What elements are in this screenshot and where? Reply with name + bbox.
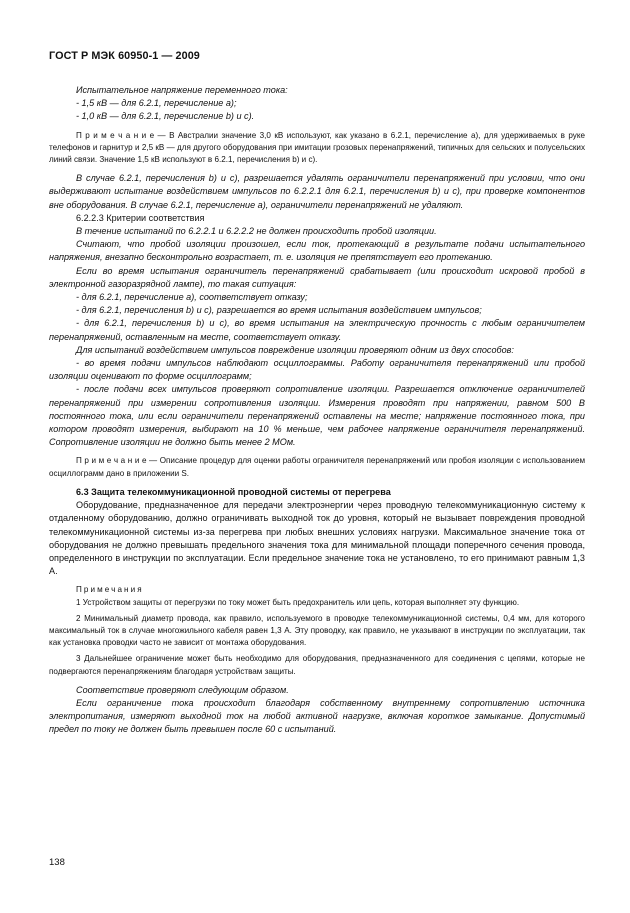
text-paragraph: - во время подачи импульсов наблюдают осциллограммы. Работу ограничителя перенапряжений или пробой изоляции оценивают по форме осциллограмм; (49, 358, 585, 382)
note-label: П р и м е ч а н и е (76, 456, 147, 466)
note-label: П р и м е ч а н и е (76, 130, 155, 140)
text-paragraph: 3 Дальнейшее ограничение может быть необходимо для оборудования, предназначенного для соединения с цепями, которые не подвергаются перенапряжениям благодаря устройствам защиты. (49, 654, 585, 676)
text-paragraph: - 1,0 кВ — для 6.2.1, перечисление b) и с). (76, 111, 255, 122)
text-paragraph: - для 6.2.1, перечисления b) и с), разрешается во время испытания воздействием импульсов; (76, 305, 482, 316)
text-paragraph: Испытательное напряжение переменного тока: (76, 85, 288, 95)
text-paragraph: Соответствие проверяют следующим образом. (76, 684, 289, 695)
text-paragraph: - 1,5 кВ — для 6.2.1, перечисление а); (76, 98, 237, 109)
text-paragraph: - для 6.2.1, перечисления b) и с), во время испытания на электрическую прочность с любым ограничителем перенапряжений, оставленным на месте, соответствует отказу. (49, 318, 585, 342)
text-paragraph: - после подачи всех импульсов проверяют сопротивление изоляции. Разрешается отключение ограничителей перенапряжений при измерении сопротивления изоляции. Измерения проводят при напряжении, равном 500 В постоянного тока, или если ограничители перенапряжений оставлены на месте; напряжение постоянного тока, при котором проводят измерения, выбирают на 10 % меньше, чем рабочее напряжение ограничителя перенапряжений. Сопротивление изоляции не должно быть менее 2 МОм. (49, 384, 585, 448)
text-paragraph: Если ограничение тока происходит благодаря собственному внутреннему сопротивлению источника электропитания, измеряют выходной ток на любой активной нагрузке, включая короткое замыкание. Допустимый предел по току не должен быть превышен после 60 с испытаний. (49, 697, 585, 735)
note-paragraph (49, 130, 585, 167)
text-paragraph: 2 Минимальный диаметр провода, как правило, используемого в проводке телекоммуникационной системы, 0,4 мм, для которого максимальный ток в случае многожильного кабеля равен 1,3 А. Эту проводку, как правило, не указывают в инструкции по эксплуатации, так как установка проводки часто не зависит от монтажа оборудования. (49, 613, 585, 648)
text-paragraph: - для 6.2.1, перечисление а), соответствует отказу; (76, 292, 308, 303)
text-paragraph: Примечания (76, 585, 144, 595)
text-paragraph: 1 Устройством защиты от перегрузки по току может быть предохранитель или цепь, которая выполняет эту функцию. (76, 597, 520, 607)
text-paragraph: 6.3 Защита телекоммуникационной проводной системы от перегрева (76, 486, 391, 497)
text-paragraph: 6.2.2.3 Критерии соответствия (76, 212, 205, 223)
document-body (49, 84, 585, 737)
text-paragraph: Для испытаний воздействием импульсов повреждение изоляции проверяют одним из двух способов: (76, 344, 514, 355)
page-number: 138 (49, 857, 65, 868)
text-paragraph: Если во время испытания ограничитель перенапряжений срабатывает (или происходит искровой пробой в электронной газоразрядной лампе), то такая ситуация: (49, 265, 585, 289)
note-text: — В Австралии значение 3,0 кВ используют, как указано в 6.2.1, перечисление а), для удерживаемых в руке телефонов и гарнитур и 2,5 кВ — для другого оборудования при имитации грозовых перенапряжений, типичных для сельских и полусельских линий связи. Значение 1,5 кВ используют в 6.2.1, перечисления b) и с). (49, 130, 585, 165)
text-paragraph: В случае 6.2.1, перечисления b) и с), разрешается удалять ограничители перенапряжений при условии, что они выдерживают испытание воздействием импульсов по 6.2.2.1 для 6.2.1, перечисления b) и с), при проверке компонентов вне оборудования. В случае 6.2.1, перечисление а), ограничители перенапряжений не удаляют. (49, 173, 585, 210)
text-paragraph: В течение испытаний по 6.2.2.1 и 6.2.2.2 не должен происходить пробой изоляции. (76, 226, 437, 237)
note-text: — Описание процедур для оценки работы ограничителя перенапряжений или пробоя изоляции с использованием осциллограмм дано в приложении S. (49, 456, 586, 478)
document-header: ГОСТ Р МЭК 60950-1 — 2009 (49, 50, 200, 62)
text-paragraph: Оборудование, предназначенное для передачи электроэнергии через проводную телекоммуникационную систему к отдаленному оборудованию, должно ограничивать выходной ток до уровня, который не вызывает повреждения проводной телекоммуникационной системы из-за перегрева при любых внешних условиях нагрузки. Максимальное значение тока от оборудования не должно превышать предельного значения тока для минимальной площади поперечного сечения провода, определенного в инструкции по эксплуатации. Если предельное значение тока не установлено, то его принимают равным 1,3 А. (49, 500, 585, 577)
text-paragraph: Считают, что пробой изоляции произошел, если ток, протекающий в результате подачи испытательного напряжения, внезапно бесконтрольно возрастает, т. е. изоляция не препятствует его протеканию. (49, 239, 585, 263)
note-paragraph (49, 455, 585, 479)
